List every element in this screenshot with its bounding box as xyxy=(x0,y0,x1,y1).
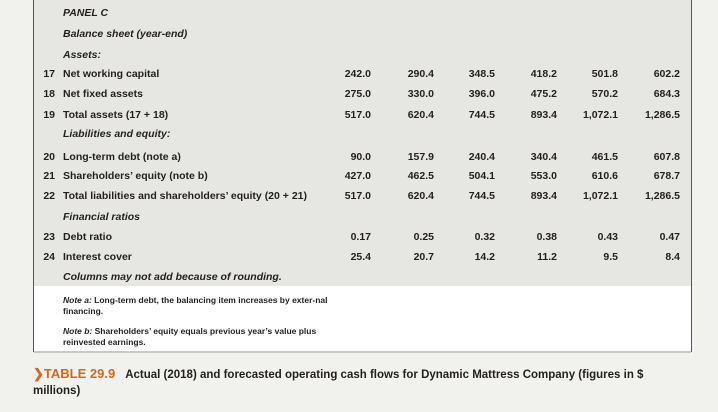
cell-value: 25.4 xyxy=(350,251,371,263)
cell-value: 90.0 xyxy=(350,151,371,163)
note-b xyxy=(63,326,333,347)
row-label: Net working capital xyxy=(63,68,160,80)
cell-value: 461.5 xyxy=(591,151,618,163)
cell-value: 427.0 xyxy=(344,170,371,182)
cell-value: 340.4 xyxy=(530,151,557,163)
cell-value: 602.2 xyxy=(653,68,680,80)
row-label: Long-term debt (note a) xyxy=(63,151,181,163)
cell-value: 504.1 xyxy=(468,170,495,182)
cell-value: 1,286.5 xyxy=(644,190,680,202)
cell-value: 1,286.5 xyxy=(644,109,680,121)
note-b-tag: Note b: xyxy=(63,326,93,336)
cell-value: 330.0 xyxy=(407,88,434,100)
liabilities-heading: Liabilities and equity: xyxy=(63,128,171,140)
cell-value: 0.43 xyxy=(597,231,618,243)
rounding-note: Columns may not add because of rounding. xyxy=(63,271,282,283)
cell-value: 620.4 xyxy=(407,109,434,121)
table-row xyxy=(0,147,718,167)
cell-value: 610.6 xyxy=(591,170,618,182)
row-label: Total assets (17 + 18) xyxy=(63,109,169,121)
cell-value: 14.2 xyxy=(474,251,495,263)
panel-subtitle-row xyxy=(0,24,718,44)
row-number: 22 xyxy=(43,190,55,202)
cell-value: 0.17 xyxy=(350,231,371,243)
cell-value: 1,072.1 xyxy=(582,109,618,121)
row-number: 21 xyxy=(43,170,55,182)
cell-value: 744.5 xyxy=(468,109,495,121)
caption-marker-icon: ❯ xyxy=(33,366,44,381)
cell-value: 607.8 xyxy=(653,151,680,163)
note-b-text: Shareholders’ equity equals previous year’s value plus reinvested earnings. xyxy=(63,326,317,347)
panel-subtitle: Balance sheet (year-end) xyxy=(63,28,188,40)
cell-value: 684.3 xyxy=(653,88,680,100)
note-a-text: Long-term debt, the balancing item increases by exter-nal financing. xyxy=(63,295,328,316)
cell-value: 893.4 xyxy=(530,190,557,202)
cell-value: 517.0 xyxy=(344,109,371,121)
row-number: 20 xyxy=(43,151,55,163)
cell-value: 462.5 xyxy=(407,170,434,182)
table-number: TABLE 29.9 xyxy=(43,366,116,381)
cell-value: 157.9 xyxy=(407,151,434,163)
cell-value: 396.0 xyxy=(468,88,495,100)
cell-value: 1,072.1 xyxy=(582,190,618,202)
cell-value: 275.0 xyxy=(344,88,371,100)
liabilities-heading-row xyxy=(0,124,718,144)
table-row xyxy=(0,64,718,84)
ratios-heading-row xyxy=(0,207,718,227)
cell-value: 20.7 xyxy=(413,251,434,263)
cell-value: 418.2 xyxy=(530,68,557,80)
cell-value: 8.4 xyxy=(665,251,680,263)
table-caption xyxy=(33,366,693,399)
cell-value: 553.0 xyxy=(530,170,557,182)
cell-value: 290.4 xyxy=(407,68,434,80)
panel-title: PANEL C xyxy=(63,7,109,19)
assets-heading-row xyxy=(0,45,718,65)
cell-value: 620.4 xyxy=(407,190,434,202)
ratios-heading: Financial ratios xyxy=(63,211,141,223)
table-row xyxy=(0,84,718,104)
table-row xyxy=(0,105,718,125)
cell-value: 0.47 xyxy=(659,231,680,243)
row-label: Interest cover xyxy=(63,251,132,263)
rounding-note-row xyxy=(0,267,718,287)
row-number: 17 xyxy=(43,68,55,80)
table-row xyxy=(0,166,718,186)
row-number: 19 xyxy=(43,109,55,121)
cell-value: 475.2 xyxy=(530,88,557,100)
cell-value: 11.2 xyxy=(537,251,557,263)
cell-value: 240.4 xyxy=(468,151,495,163)
row-number: 23 xyxy=(43,231,55,243)
panel-divider xyxy=(34,351,691,353)
row-label: Total liabilities and shareholders’ equity (20 + 21) xyxy=(63,190,308,202)
cell-value: 0.32 xyxy=(474,231,495,243)
table-row xyxy=(0,247,718,267)
cell-value: 9.5 xyxy=(603,251,618,263)
row-number: 18 xyxy=(43,88,55,100)
cell-value: 242.0 xyxy=(344,68,371,80)
cell-value: 893.4 xyxy=(530,109,557,121)
assets-heading: Assets: xyxy=(63,49,101,61)
row-label: Shareholders’ equity (note b) xyxy=(63,170,208,182)
panel-title-row xyxy=(0,3,718,23)
cell-value: 517.0 xyxy=(344,190,371,202)
note-a xyxy=(63,295,333,316)
row-number: 24 xyxy=(43,251,55,263)
table-row xyxy=(0,227,718,247)
row-label: Net fixed assets xyxy=(63,88,143,100)
cell-value: 744.5 xyxy=(468,190,495,202)
cell-value: 0.25 xyxy=(413,231,434,243)
cell-value: 0.38 xyxy=(536,231,557,243)
table-row xyxy=(0,186,718,206)
cell-value: 570.2 xyxy=(591,88,618,100)
cell-value: 348.5 xyxy=(468,68,495,80)
cell-value: 501.8 xyxy=(591,68,618,80)
caption-text: Actual (2018) and forecasted operating cash flows for Dynamic Mattress Company (figures in $ millions) xyxy=(33,369,644,397)
row-label: Debt ratio xyxy=(63,231,113,243)
note-a-tag: Note a: xyxy=(63,295,92,305)
cell-value: 678.7 xyxy=(653,170,680,182)
